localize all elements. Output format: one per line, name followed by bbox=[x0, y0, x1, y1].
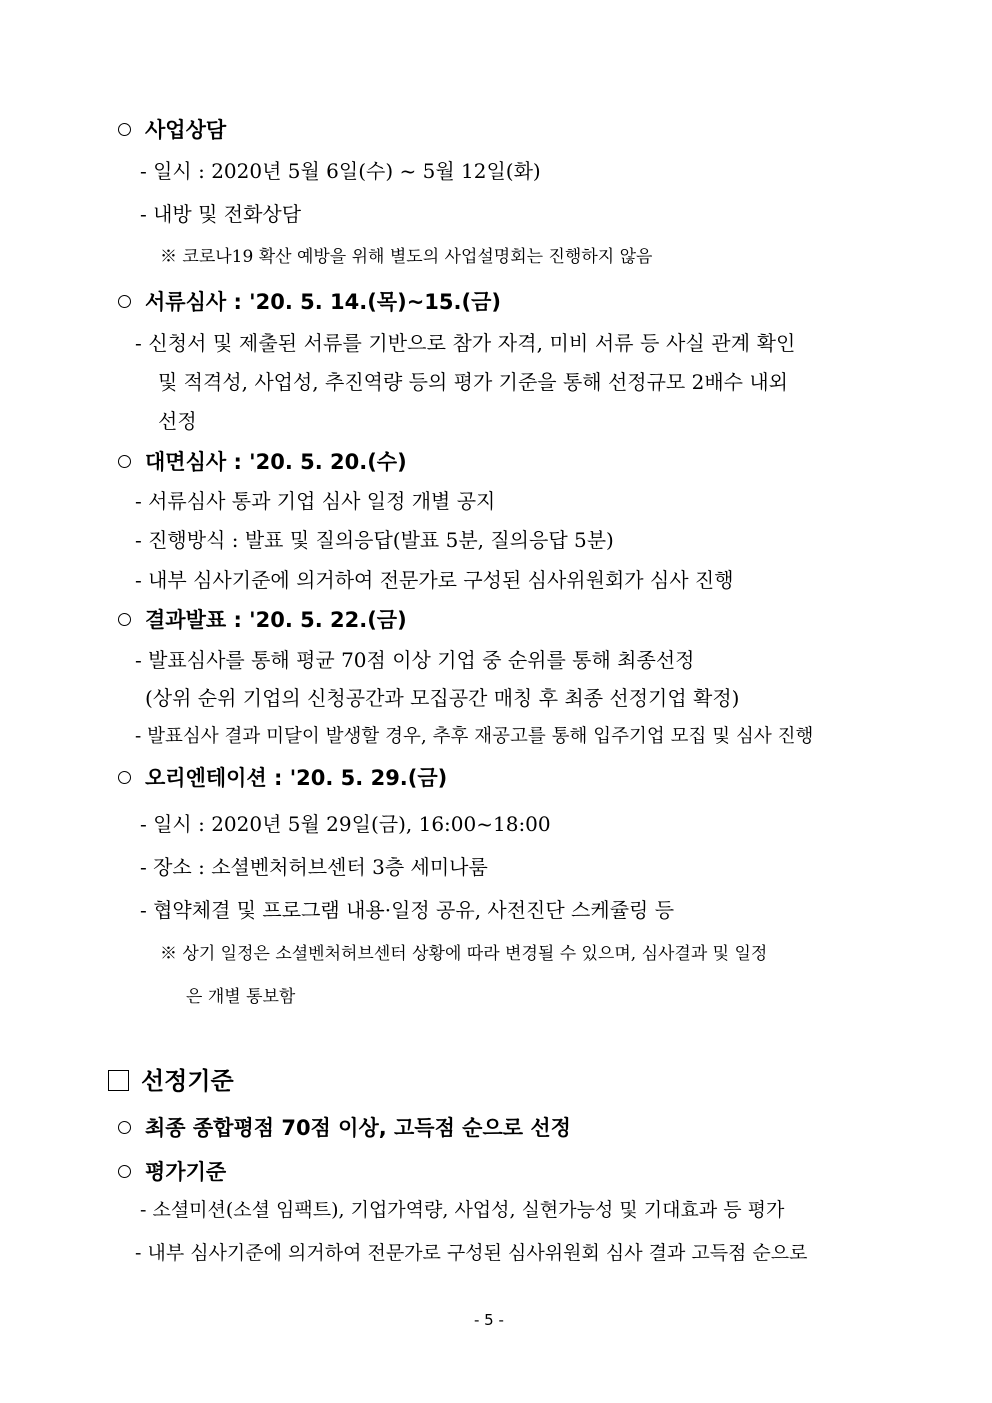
criteria-item-1: 최종 종합평점 70점 이상, 고득점 순으로 선정 bbox=[118, 1118, 571, 1139]
doc-review-line-1: - 신청서 및 제출된 서류를 기반으로 참가 자격, 미비 서류 등 사실 관계 확인 bbox=[135, 331, 796, 355]
circle-bullet-icon bbox=[118, 123, 131, 136]
orientation-date: - 일시 : 2020년 5월 29일(금), 16:00~18:00 bbox=[140, 812, 551, 836]
circle-bullet-icon bbox=[118, 771, 131, 784]
criteria-section-title: 선정기준 bbox=[108, 1069, 234, 1093]
square-bullet-icon bbox=[108, 1070, 129, 1091]
doc-review-heading: 서류심사 : '20. 5. 14.(목)~15.(금) bbox=[118, 292, 501, 313]
results-line-1: - 발표심사를 통해 평균 70점 이상 기업 중 순위를 통해 최종선정 bbox=[135, 648, 695, 672]
consult-method: - 내방 및 전화상담 bbox=[140, 202, 302, 226]
results-heading: 결과발표 : '20. 5. 22.(금) bbox=[118, 610, 407, 631]
orientation-note-1: ※ 상기 일정은 소셜벤처허브센터 상황에 따라 변경될 수 있으며, 심사결과 및 일정 bbox=[160, 944, 768, 964]
circle-bullet-icon bbox=[118, 295, 131, 308]
criteria-item-2: 평가기준 bbox=[118, 1162, 226, 1183]
orientation-heading: 오리엔테이션 : '20. 5. 29.(금) bbox=[118, 768, 447, 789]
consult-heading: 사업상담 bbox=[118, 120, 226, 141]
results-line-2: (상위 순위 기업의 신청공간과 모집공간 매칭 후 최종 선정기업 확정) bbox=[145, 686, 740, 710]
orientation-note-2: 은 개별 통보함 bbox=[186, 987, 296, 1007]
interview-heading: 대면심사 : '20. 5. 20.(수) bbox=[118, 452, 407, 473]
circle-bullet-icon bbox=[118, 455, 131, 468]
results-line-3: - 발표심사 결과 미달이 발생할 경우, 추후 재공고를 통해 입주기업 모집 및 심사 진행 bbox=[135, 726, 814, 747]
circle-bullet-icon bbox=[118, 1121, 131, 1134]
doc-review-line-3: 선정 bbox=[158, 409, 197, 433]
consult-date: - 일시 : 2020년 5월 6일(수) ~ 5월 12일(화) bbox=[140, 159, 541, 183]
circle-bullet-icon bbox=[118, 1165, 131, 1178]
consult-note: ※ 코로나19 확산 예방을 위해 별도의 사업설명회는 진행하지 않음 bbox=[160, 247, 653, 267]
orientation-place: - 장소 : 소셜벤처허브센터 3층 세미나룸 bbox=[140, 855, 488, 879]
interview-line-1: - 서류심사 통과 기업 심사 일정 개별 공지 bbox=[135, 489, 496, 513]
doc-review-line-2: 및 적격성, 사업성, 추진역량 등의 평가 기준을 통해 선정규모 2배수 내외 bbox=[158, 370, 788, 394]
criteria-sub-2: - 내부 심사기준에 의거하여 전문가로 구성된 심사위원회 심사 결과 고득점 순으로 bbox=[135, 1242, 808, 1264]
page-number: - 5 - bbox=[474, 1311, 504, 1329]
orientation-agenda: - 협약체결 및 프로그램 내용·일정 공유, 사전진단 스케쥴링 등 bbox=[140, 898, 675, 922]
criteria-sub-1: - 소셜미션(소셜 임팩트), 기업가역량, 사업성, 실현가능성 및 기대효과 등 평가 bbox=[140, 1199, 785, 1221]
interview-line-2: - 진행방식 : 발표 및 질의응답(발표 5분, 질의응답 5분) bbox=[135, 528, 614, 552]
circle-bullet-icon bbox=[118, 613, 131, 626]
interview-line-3: - 내부 심사기준에 의거하여 전문가로 구성된 심사위원회가 심사 진행 bbox=[135, 568, 734, 592]
